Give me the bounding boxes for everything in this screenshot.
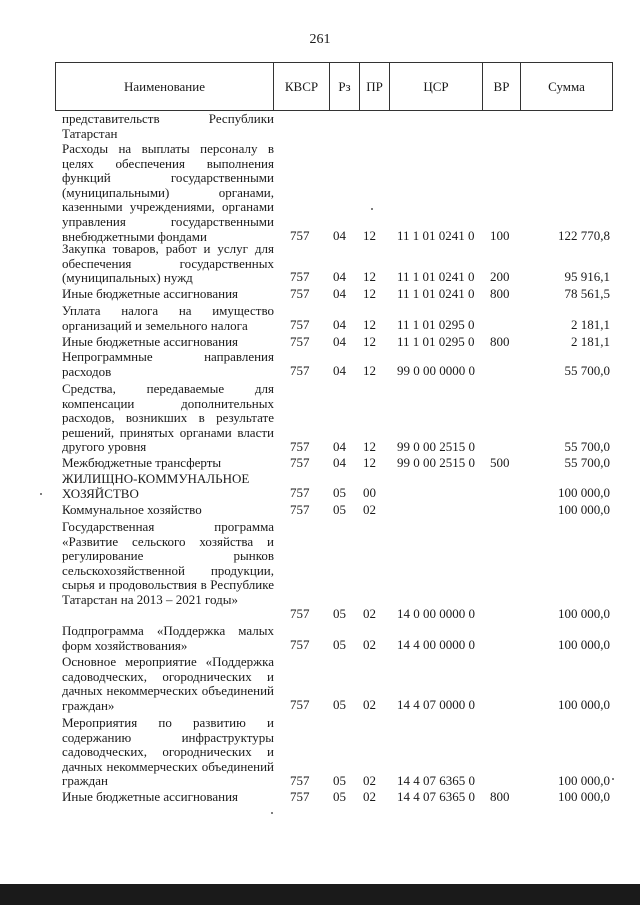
row-pr: 02 xyxy=(363,606,376,621)
page-number: 261 xyxy=(309,32,331,47)
row-rz: 05 xyxy=(333,773,346,788)
row-name: Средства, передаваемые для компенсации дополнительных расходов, возникших в результате решений, принятых органами власти другого уровня xyxy=(62,381,274,455)
row-name: Иные бюджетные ассигнования xyxy=(62,286,239,301)
row-pr: 02 xyxy=(363,789,376,804)
row-name: Непрограммные направления расходов xyxy=(62,349,274,379)
row-rz: 04 xyxy=(333,269,346,284)
scan-border-bar xyxy=(0,884,640,905)
row-name: Уплата налога на имущество организаций и земельного налога xyxy=(62,303,274,333)
row-name: представительств Республики Татарстан xyxy=(62,111,274,141)
row-csr: 14 4 07 6365 0 xyxy=(397,789,475,804)
row-pr: 02 xyxy=(363,502,376,517)
row-kvsr: 757 xyxy=(290,363,310,378)
row-vr: 500 xyxy=(490,455,510,470)
row-sum: 122 770,8 xyxy=(558,228,610,243)
row-pr: 12 xyxy=(363,363,376,378)
row-csr: 11 1 01 0241 0 xyxy=(397,269,475,284)
row-rz: 05 xyxy=(333,789,346,804)
row-kvsr: 757 xyxy=(290,606,310,621)
row-kvsr: 757 xyxy=(290,228,310,243)
row-sum: 55 700,0 xyxy=(564,455,610,470)
row-csr: 99 0 00 2515 0 xyxy=(397,439,475,454)
row-sum: 100 000,0 xyxy=(558,773,610,788)
row-csr: 14 4 07 6365 0 xyxy=(397,773,475,788)
row-sum: 100 000,0 xyxy=(558,502,610,517)
scan-speck xyxy=(612,778,614,780)
row-sum: 78 561,5 xyxy=(564,286,610,301)
header-csr: ЦСР xyxy=(389,63,482,110)
row-kvsr: 757 xyxy=(290,334,310,349)
row-pr: 02 xyxy=(363,697,376,712)
scan-speck xyxy=(371,208,373,210)
row-name: ЖИЛИЩНО-КОММУНАЛЬНОЕ ХОЗЯЙСТВО xyxy=(62,471,250,501)
row-sum: 100 000,0 xyxy=(558,789,610,804)
row-pr: 02 xyxy=(363,773,376,788)
row-pr: 12 xyxy=(363,334,376,349)
row-sum: 2 181,1 xyxy=(571,317,610,332)
row-pr: 12 xyxy=(363,286,376,301)
row-rz: 04 xyxy=(333,439,346,454)
row-kvsr: 757 xyxy=(290,269,310,284)
row-csr: 99 0 00 2515 0 xyxy=(397,455,475,470)
row-kvsr: 757 xyxy=(290,502,310,517)
row-name: Закупка товаров, работ и услуг для обеспечения государственных (муниципальных) нужд xyxy=(62,241,274,286)
row-kvsr: 757 xyxy=(290,317,310,332)
row-name: Мероприятия по развитию и содержанию инфраструктуры садоводческих, огороднических и дачных некоммерческих объединений граждан xyxy=(62,715,274,789)
row-pr: 12 xyxy=(363,228,376,243)
row-name: Подпрограмма «Поддержка малых форм хозяйствования» xyxy=(62,623,274,653)
row-rz: 05 xyxy=(333,697,346,712)
row-kvsr: 757 xyxy=(290,455,310,470)
row-sum: 100 000,0 xyxy=(558,637,610,652)
row-csr: 11 1 01 0241 0 xyxy=(397,286,475,301)
row-name: Государственная программа «Развитие сельского хозяйства и регулирование рынков сельскохозяйственной продукции, сырья и продовольствия в Республике Татарстан на 2013 – 2021 годы» xyxy=(62,519,274,607)
row-kvsr: 757 xyxy=(290,485,310,500)
row-vr: 800 xyxy=(490,334,510,349)
row-kvsr: 757 xyxy=(290,637,310,652)
row-name: Иные бюджетные ассигнования xyxy=(62,334,239,349)
row-csr: 14 4 07 0000 0 xyxy=(397,697,475,712)
header-name: Наименование xyxy=(124,79,205,94)
header-kvsr: КВСР xyxy=(273,63,329,110)
row-kvsr: 757 xyxy=(290,439,310,454)
row-kvsr: 757 xyxy=(290,789,310,804)
row-name: Коммунальное хозяйство xyxy=(62,502,202,517)
row-kvsr: 757 xyxy=(290,773,310,788)
row-csr: 11 1 01 0295 0 xyxy=(397,317,475,332)
row-rz: 04 xyxy=(333,228,346,243)
row-rz: 04 xyxy=(333,286,346,301)
row-name: Основное мероприятие «Поддержка садоводческих, огороднических и дачных некоммерческих объединений граждан» xyxy=(62,654,274,713)
scan-speck xyxy=(271,812,273,814)
header-pr: ПР xyxy=(359,63,389,110)
row-rz: 05 xyxy=(333,485,346,500)
row-pr: 00 xyxy=(363,485,376,500)
row-rz: 05 xyxy=(333,637,346,652)
row-kvsr: 757 xyxy=(290,697,310,712)
row-vr: 800 xyxy=(490,286,510,301)
row-sum: 55 700,0 xyxy=(564,363,610,378)
row-rz: 05 xyxy=(333,502,346,517)
row-kvsr: 757 xyxy=(290,286,310,301)
row-csr: 11 1 01 0241 0 xyxy=(397,228,475,243)
row-pr: 12 xyxy=(363,439,376,454)
header-sum: Сумма xyxy=(520,63,612,110)
header-rz: Рз xyxy=(329,63,359,110)
row-rz: 04 xyxy=(333,334,346,349)
row-vr: 100 xyxy=(490,228,510,243)
row-pr: 02 xyxy=(363,637,376,652)
header-vr: ВР xyxy=(482,63,520,110)
row-sum: 100 000,0 xyxy=(558,697,610,712)
scan-speck xyxy=(40,493,42,495)
row-name: Расходы на выплаты персоналу в целях обеспечения выполнения функций государственными (муниципальными) органами, казенными учреждениями, органами управления государственными внебюджетными фондами xyxy=(62,141,274,244)
row-name: Иные бюджетные ассигнования xyxy=(62,789,239,804)
row-pr: 12 xyxy=(363,269,376,284)
row-pr: 12 xyxy=(363,455,376,470)
row-csr: 14 4 00 0000 0 xyxy=(397,637,475,652)
row-sum: 100 000,0 xyxy=(558,606,610,621)
row-csr: 14 0 00 0000 0 xyxy=(397,606,475,621)
row-vr: 200 xyxy=(490,269,510,284)
row-rz: 04 xyxy=(333,455,346,470)
row-rz: 04 xyxy=(333,317,346,332)
row-sum: 2 181,1 xyxy=(571,334,610,349)
row-sum: 95 916,1 xyxy=(564,269,610,284)
row-vr: 800 xyxy=(490,789,510,804)
row-rz: 04 xyxy=(333,363,346,378)
row-rz: 05 xyxy=(333,606,346,621)
row-sum: 100 000,0 xyxy=(558,485,610,500)
row-name: Межбюджетные трансферты xyxy=(62,455,222,470)
row-sum: 55 700,0 xyxy=(564,439,610,454)
row-csr: 99 0 00 0000 0 xyxy=(397,363,475,378)
row-csr: 11 1 01 0295 0 xyxy=(397,334,475,349)
row-pr: 12 xyxy=(363,317,376,332)
